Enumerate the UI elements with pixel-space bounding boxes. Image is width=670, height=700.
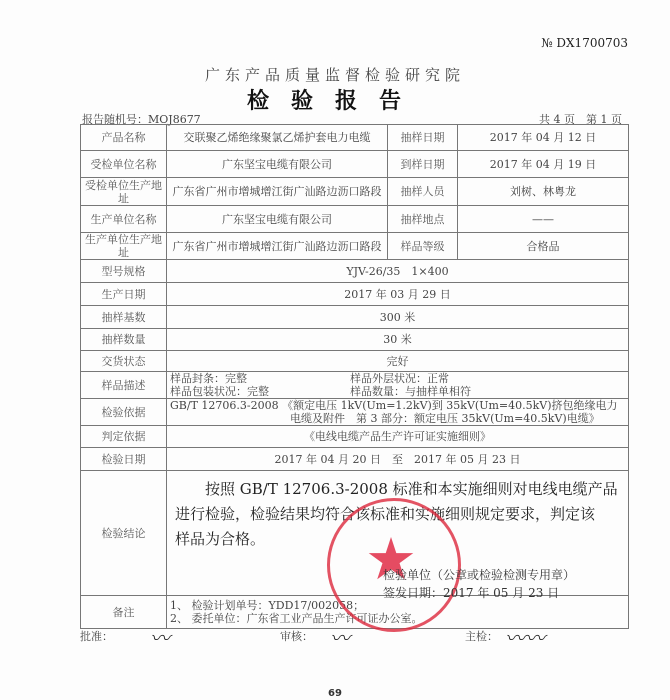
approve-signature: 〰 — [150, 626, 170, 650]
chief-label: 主检： — [465, 630, 498, 643]
table-row: 抽样数量 30 米 — [81, 329, 629, 351]
review-signature: 〰 — [330, 626, 350, 650]
table-row: 检验依据 GB/T 12706.3-2008 《额定电压 1kV(Um=1.2kV)到 35kV(Um=40.5kV)挤包绝缘电力 电缆及附件 第 3 部分：额定电压 35kV(Um=40.5kV)电缆》 — [81, 399, 629, 426]
issue-date: 签发日期：2017 年 05 月 23 日 — [383, 586, 560, 600]
table-row: 受检单位名称 广东坚宝电缆有限公司 到样日期 2017 年 04 月 19 日 — [81, 151, 629, 178]
star-icon: ★ — [365, 525, 417, 593]
institute-name: 广东产品质量监督检验研究院 — [204, 66, 465, 84]
table-row: 产品名称 交联聚乙烯绝缘聚氯乙烯护套电力电缆 抽样日期 2017 年 04 月 12 日 — [81, 125, 629, 151]
page-number: 69 — [328, 688, 342, 699]
inspection-unit: 检验单位（公章或检验检测专用章） — [383, 568, 576, 582]
table-row: 生产单位名称 广东坚宝电缆有限公司 抽样地点 —— — [81, 206, 629, 233]
table-row: 型号规格 YJV-26/35 1×400 — [81, 260, 629, 283]
table-row: 检验日期 2017 年 04 月 20 日 至 2017 年 05 月 23 日 — [81, 448, 629, 471]
review-label: 审核： — [280, 630, 313, 643]
table-row: 备注 1、 检验计划单号：YDD17/002058； 2、 委托单位：广东省工业产品生产许可证办公室。 — [81, 596, 629, 629]
page-count: 共 4 页 第 1 页 — [539, 113, 622, 126]
conclusion-text: 按照 GB/T 12706.3-2008 标准和本实施细则对电线电缆产品 进行检验，检验结果均符合该标准和实施细则规定要求，判定该 样品为合格。 — [167, 471, 629, 596]
table-row: 判定依据 《电线电缆产品生产许可证实施细则》 — [81, 426, 629, 448]
table-row: 抽样基数 300 米 — [81, 306, 629, 329]
table-row: 生产单位生产地址 广东省广州市增城增江街广汕路边沥口路段 样品等级 合格品 — [81, 233, 629, 260]
report-title: 检验报告 — [246, 89, 423, 114]
approve-label: 批准： — [80, 630, 113, 643]
table-row: 受检单位生产地址 广东省广州市增城增江街广汕路边沥口路段 抽样人员 刘树、林粤龙 — [81, 178, 629, 206]
table-row: 生产日期 2017 年 03 月 29 日 — [81, 283, 629, 306]
table-row: 交货状态 完好 — [81, 351, 629, 372]
serial-number: 报告随机号：MOJ8677 — [82, 113, 201, 126]
table-row: 样品描述 样品封条：完整 样品外层状况：正常 样品包装状况：完整 样品数量：与抽样单相符 — [81, 372, 629, 399]
chief-signature: 〰〰 — [505, 626, 545, 650]
report-number: № DX1700703 — [541, 36, 628, 50]
table-row: 检验结论 按照 GB/T 12706.3-2008 标准和本实施细则对电线电缆产品 进行检验，检验结果均符合该标准和实施细则规定要求，判定该 样品为合格。 — [81, 471, 629, 596]
